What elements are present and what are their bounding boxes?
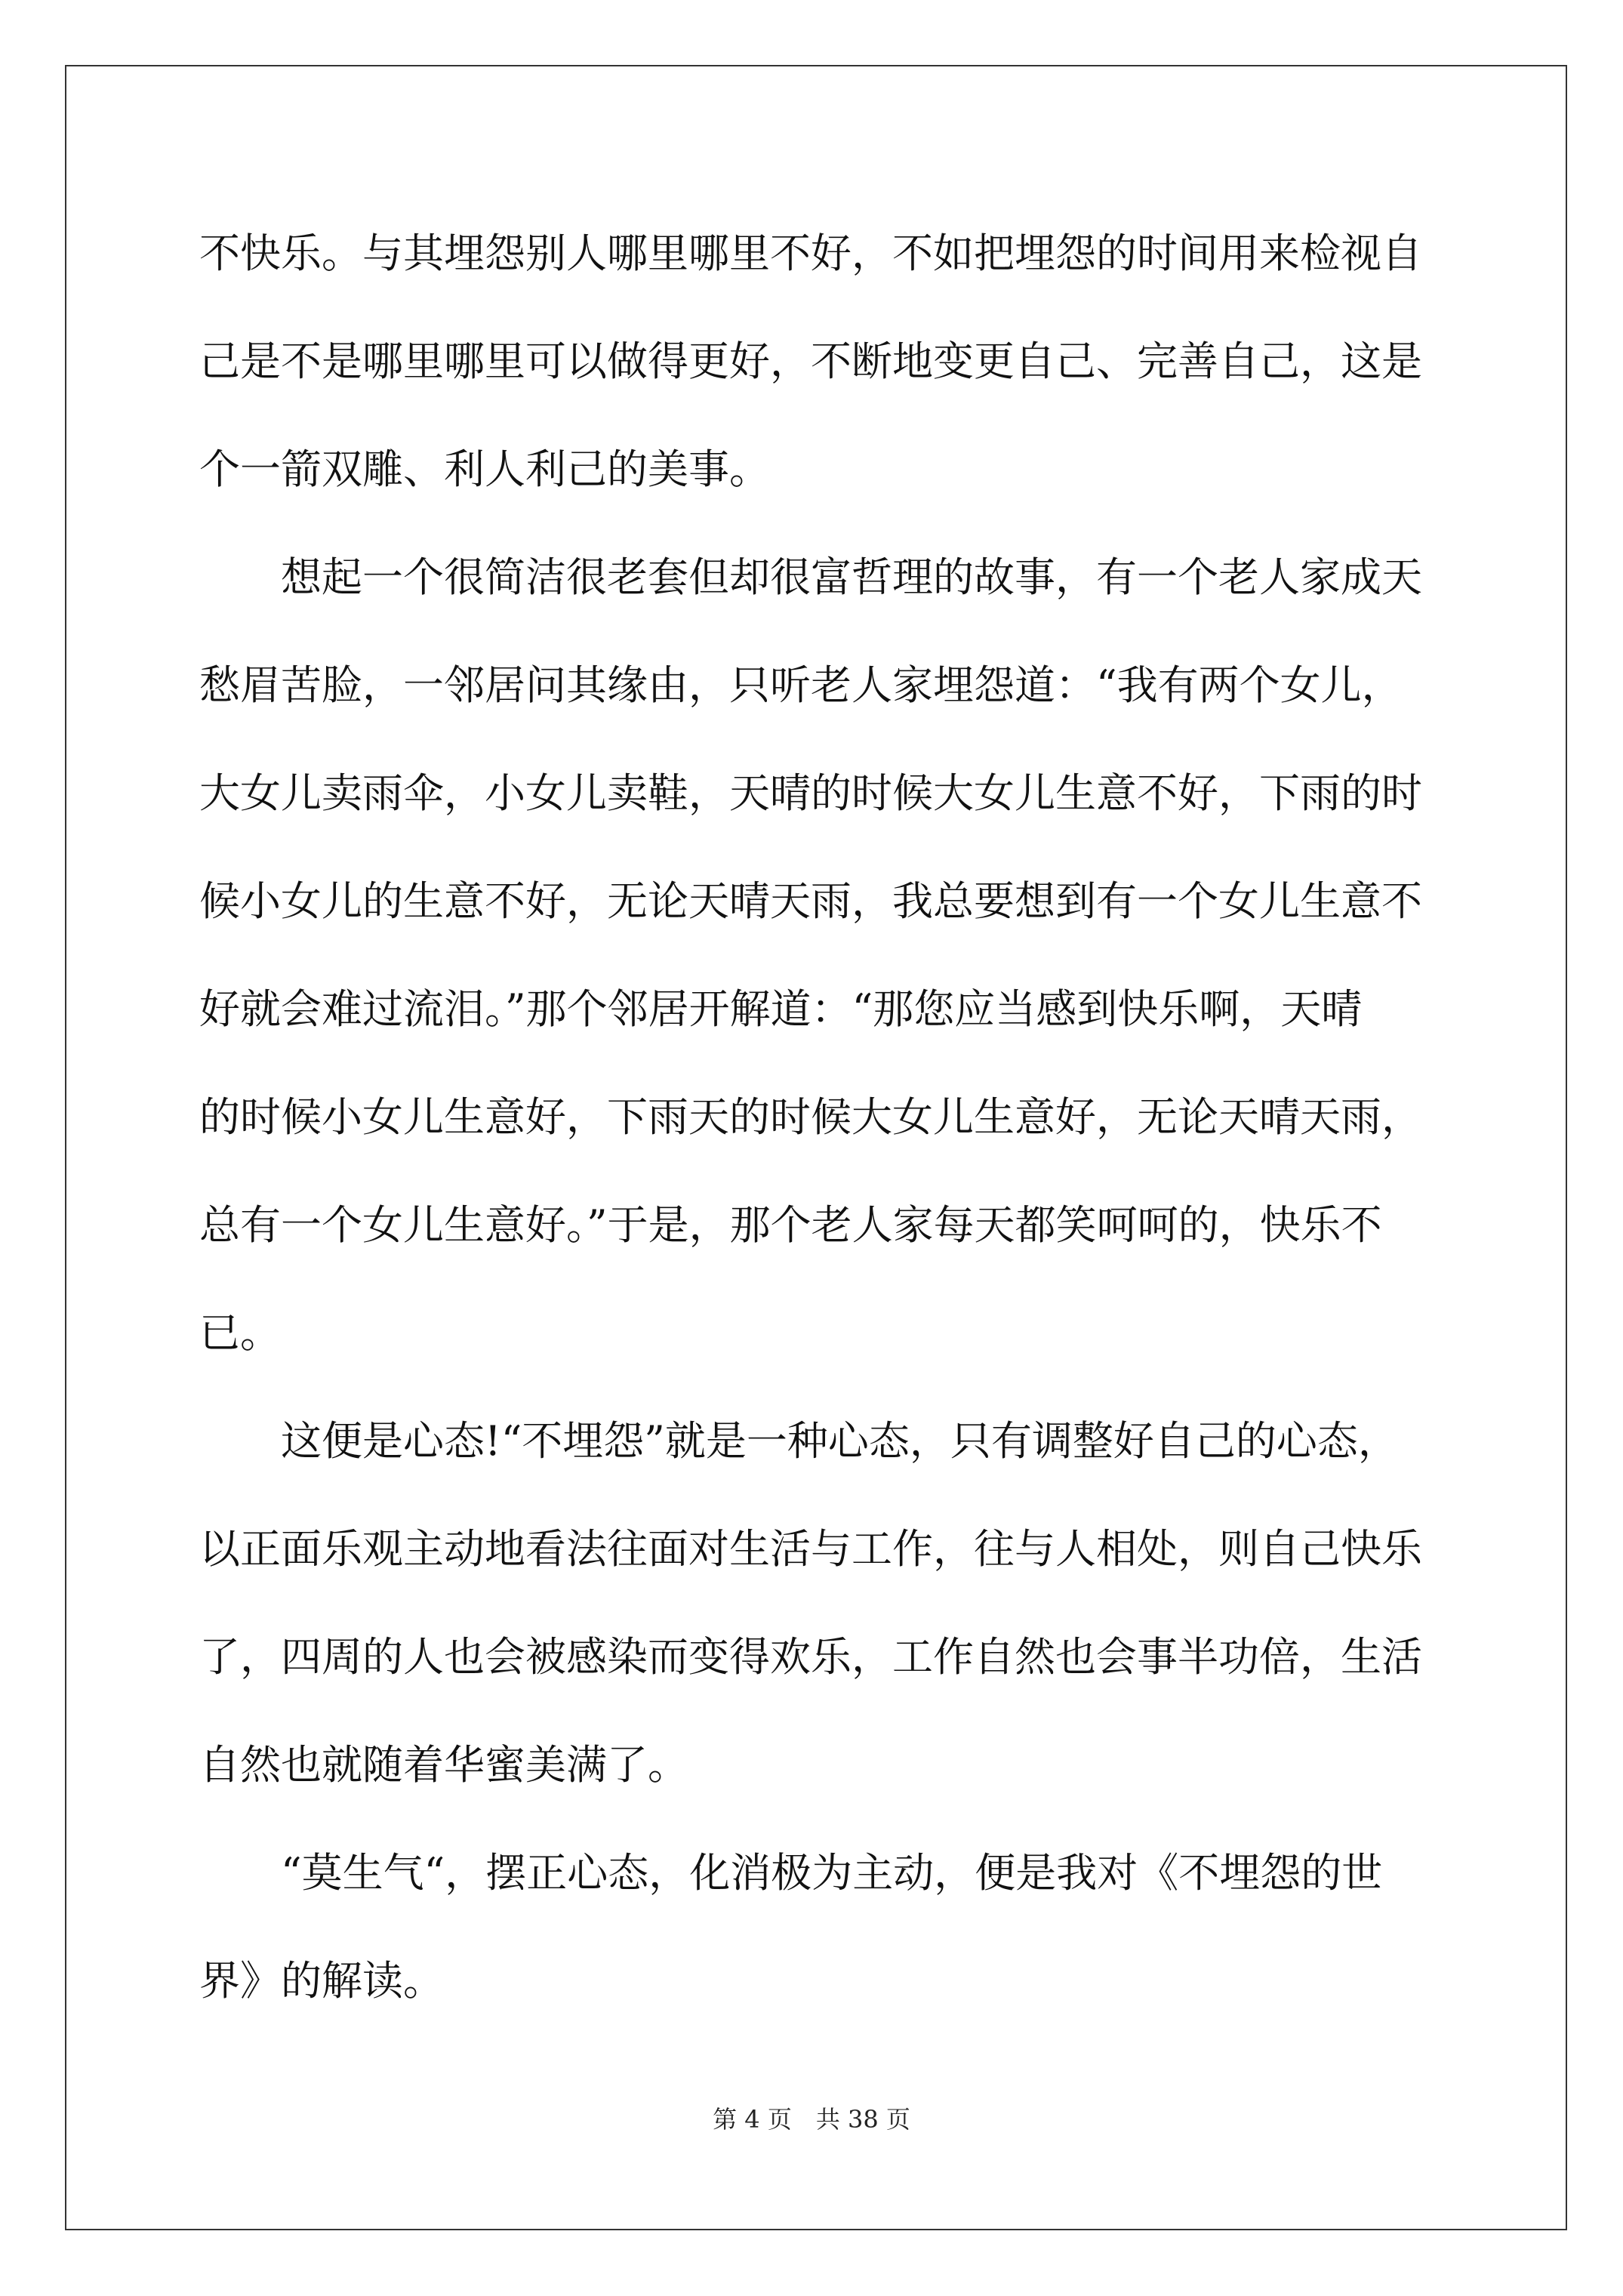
text-line: 己是不是哪里哪里可以做得更好，不断地变更自己、完善自己，这是 [199, 337, 1422, 385]
text-line: 了，四周的人也会被感染而变得欢乐，工作自然也会事半功倍，生活 [199, 1633, 1422, 1681]
text-line: 这便是心态!“不埋怨”就是一种心态，只有调整好自己的心态， [281, 1417, 1399, 1465]
text-line: 个一箭双雕、利人利己的美事。 [199, 445, 770, 493]
text-line: 候小女儿的生意不好，无论天晴天雨，我总要想到有一个女儿生意不 [199, 877, 1422, 925]
text-line: 以正面乐观主动地看法往面对生活与工作，往与人相处，则自己快乐 [199, 1525, 1422, 1573]
text-line: 大女儿卖雨伞，小女儿卖鞋，天晴的时候大女儿生意不好，下雨的时 [199, 769, 1422, 817]
page-border [65, 65, 1567, 2230]
text-line: 好就会难过流泪。”那个邻居开解道：“那您应当感到快乐啊，天晴 [199, 985, 1363, 1033]
text-line: 想起一个很简洁很老套但却很富哲理的故事，有一个老人家成天 [281, 553, 1422, 601]
text-line: 愁眉苦脸，一邻居问其缘由，只听老人家埋怨道：“我有两个女儿， [199, 661, 1403, 709]
text-line: 界》的解读。 [199, 1957, 444, 2005]
text-line: 已。 [199, 1309, 281, 1357]
text-line: 不快乐。与其埋怨别人哪里哪里不好，不如把埋怨的时间用来检视自 [199, 230, 1422, 277]
text-line: “莫生气“，摆正心态，化消极为主动，便是我对《不埋怨的世 [281, 1849, 1383, 1897]
text-line: 总有一个女儿生意好。”于是，那个老人家每天都笑呵呵的，快乐不 [199, 1201, 1382, 1249]
page-number-footer: 第 4 页 共 38 页 [713, 2105, 910, 2134]
text-line: 自然也就随着华蜜美满了。 [199, 1741, 688, 1789]
text-line: 的时候小女儿生意好，下雨天的时候大女儿生意好，无论天晴天雨， [199, 1093, 1422, 1141]
